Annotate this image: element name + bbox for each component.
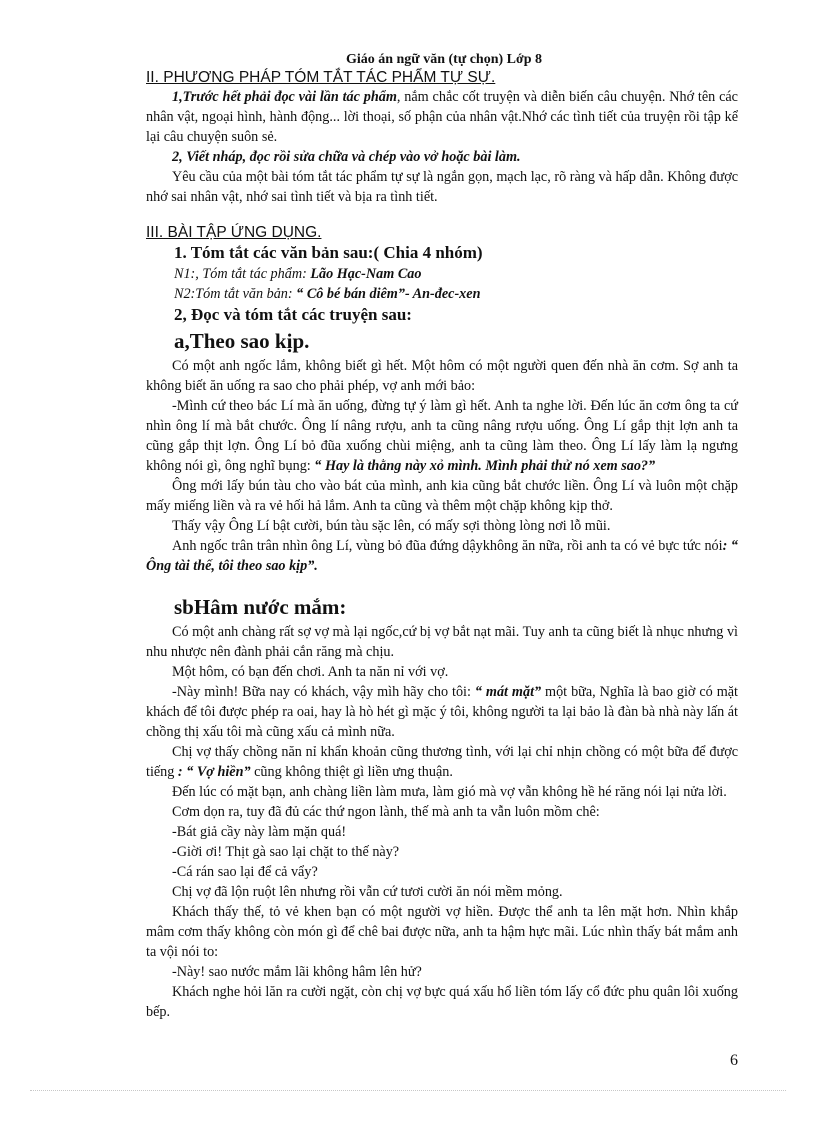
paragraph-text: Chị vợ thấy chồng năn nỉ khẩn khoản cũng thương tình, với lại chỉ nhịn chồng có một bữa để được tiếng <box>146 744 738 780</box>
story-b-paragraph: -Cá rán sao lại để cả vẩy? <box>172 864 318 880</box>
story-b-paragraph: Cơm dọn ra, tuy đã đủ các thứ ngon lành, thế mà anh ta vẫn luôn mồm chê: <box>172 804 600 820</box>
section-3-title: III. BÀI TẬP ỨNG DỤNG. <box>146 224 322 241</box>
quote: “ Hay là thằng này xỏ mình. Mình phải thử nó xem sao?” <box>314 458 656 474</box>
page-header: Giáo án ngữ văn (tự chọn) Lớp 8 <box>345 52 543 67</box>
group-n1-work: Lão Hạc-Nam Cao <box>310 266 422 282</box>
story-b-paragraph: Có một anh chàng rất sợ vợ mà lại ngốc,cứ bị vợ bắt nạt mãi. Tuy anh ta cũng biết là nhục nhưng vì nhu nhược nên đành phải cắn răng mà chịu. <box>146 624 738 660</box>
group-n2-work: “ Cô bé bán diêm”- An-đec-xen <box>296 286 481 302</box>
section-2-paragraph-2: 2, Viết nháp, đọc rồi sửa chữa và chép vào vở hoặc bài làm. <box>172 149 521 165</box>
task-1-heading: 1. Tóm tắt các văn bản sau:( Chia 4 nhóm) <box>174 243 483 262</box>
paragraph-lead: 1,Trước hết phải đọc vài lần tác phẩm <box>172 89 397 105</box>
paragraph-text: -Mình cứ theo bác Lí mà ăn uống, đừng tự ý làm gì hết. Anh ta nghe lời. Đến lúc ăn cơm ông ta cứ nhìn ông lí mà bắt chước. Ông lí nâng rượu, anh ta cũng nâng rượu uống. Ông Lí gắp thịt lợn anh ta cũng gắp thịt lợn. Ông Lí bỏ đũa xuống chùi miệng, anh ta cũng làm theo. Ông Lí lấy làm lạ ngưng không nói gì, ông nghĩ bụng: <box>146 398 738 474</box>
story-a-paragraph: Ông mới lấy bún tàu cho vào bát của mình, anh kia cũng bắt chước liền. Ông Lí và luôn một chặp mấy miếng liền và ra vẻ hối hả lắm. Anh ta cũng và thêm một chặp không kịp thở. <box>146 478 738 514</box>
section-2-paragraph-1 <box>146 87 738 147</box>
story-a-paragraph: Có một anh ngốc lắm, không biết gì hết. Một hôm có một người quen đến nhà ăn cơm. Sợ anh ta không biết ăn uống ra sao cho phải phép, vợ anh mới bảo: <box>146 358 738 394</box>
group-n1-label: N1:, Tóm tắt tác phẩm: <box>174 266 311 282</box>
section-2-paragraph-3: Yêu cầu của một bài tóm tắt tác phẩm tự sự là ngắn gọn, mạch lạc, rõ ràng và hấp dẫn. Không được nhớ sai nhân vật, nhớ sai tình tiết và bịa ra tình tiết. <box>146 169 738 205</box>
paragraph-text: -Này mình! Bữa nay có khách, vậy mìh hãy cho tôi: <box>172 684 475 700</box>
story-a-paragraph: Thấy vậy Ông Lí bật cười, bún tàu sặc lên, có mấy sợi thòng lòng nơi lỗ mũi. <box>172 518 611 534</box>
story-b-paragraph: Khách thấy thế, tỏ vẻ khen bạn có một người vợ hiền. Được thể anh ta lên mặt hơn. Nhìn khắp mâm cơm thấy không còn món gì để chê bai được nữa, anh ta hậm hực mãi. Lúc nhìn thấy bát mắm anh ta vội nói to: <box>146 904 738 960</box>
story-a-paragraph <box>146 396 738 476</box>
spacer <box>146 576 738 592</box>
story-a-paragraph <box>146 536 738 576</box>
quote: “ mát mặt” <box>474 684 542 700</box>
story-b-paragraph <box>146 682 738 742</box>
footer-divider <box>30 1090 786 1091</box>
group-n2 <box>146 284 738 304</box>
group-n1 <box>146 264 738 284</box>
paragraph-text: cũng không thiệt gì liền ưng thuận. <box>250 764 453 780</box>
quote: : “ Vợ hiền” <box>177 764 251 780</box>
paragraph-text: , nắm chắc cốt truyện và diễn biến câu chuyện. Nhớ tên các nhân vật, ngoại hình, hành động... lời thoại, số phận của nhân vật.Nhớ các tình tiết của truyện rồi tập kể lại câu chuyện suôn sẻ. <box>146 89 738 145</box>
task-2-heading: 2, Đọc và tóm tắt các truyện sau: <box>174 305 412 324</box>
story-b-paragraph: Chị vợ đã lộn ruột lên nhưng rồi vẫn cứ tươi cười ăn nói mềm mỏng. <box>172 884 563 900</box>
group-n2-label: N2:Tóm tắt văn bản: <box>174 286 297 302</box>
page-number: 6 <box>730 1052 738 1069</box>
story-b-paragraph: -Này! sao nước mắm lãi không hâm lên hử? <box>172 964 422 980</box>
story-b-paragraph: Khách nghe hỏi lăn ra cười ngặt, còn chị vợ bực quá xấu hổ liền tóm lấy cổ đức phu quân lôi xuống bếp. <box>146 984 738 1020</box>
story-b-paragraph: -Bát giả cầy này làm mặn quá! <box>172 824 347 840</box>
story-a-title: a,Theo sao kịp. <box>174 329 310 353</box>
story-b-paragraph: -Giời ơi! Thịt gà sao lại chặt to thế này? <box>172 844 400 860</box>
paragraph-text: Anh ngốc trân trân nhìn ông Lí, vùng bỏ đũa đứng dậykhông ăn nữa, rồi anh ta có vẻ bực tức nói <box>172 538 723 554</box>
story-b-title: sbHâm nước mắm: <box>174 595 347 619</box>
story-b-paragraph: Đến lúc có mặt bạn, anh chàng liền làm mưa, làm gió mà vợ vẫn không hề hé răng nói lại nửa lời. <box>172 784 727 800</box>
spacer <box>146 207 738 223</box>
page-content <box>146 68 738 1022</box>
paragraph-text: một bữa, Nghĩa là bao giờ có mặt khách để tôi được phép ra oai, hay là hò hét gì mặc ý tôi, không người ta lại bảo là đàn bà nhà này lấn át chồng thị xấu tôi mà cũng xấu cả mình nữa. <box>146 684 738 740</box>
section-2-title: II. PHƯƠNG PHÁP TÓM TẮT TÁC PHẨM TỰ SỰ. <box>146 69 496 86</box>
story-b-paragraph <box>146 742 738 782</box>
story-b-paragraph: Một hôm, có bạn đến chơi. Anh ta năn nỉ với vợ. <box>172 664 449 680</box>
quote: : “ Ông tài thế, tôi theo sao kịp”. <box>146 538 738 574</box>
